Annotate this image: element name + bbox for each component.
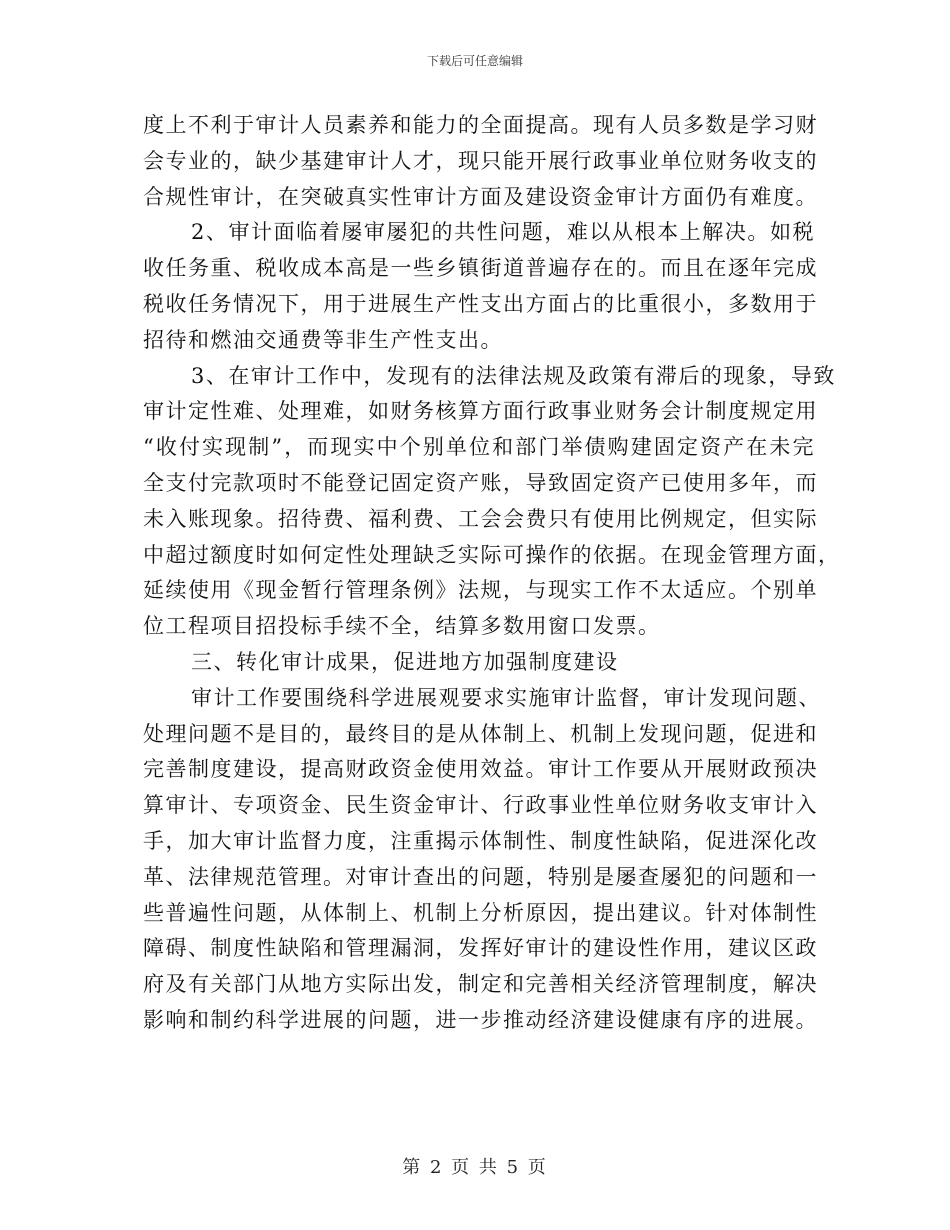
body-line: 会专业的，缺少基建审计人才，现只能开展行政事业单位财务收支的 bbox=[143, 148, 818, 173]
body-line: 完善制度建设，提高财政资金使用效益。审计工作要从开展财政预决 bbox=[143, 757, 818, 782]
body-line: 全支付完款项时不能登记固定资产账，导致固定资产已使用多年，而 bbox=[143, 470, 818, 495]
body-line: 收任务重、税收成本高是一些乡镇街道普遍存在的。而且在逐年完成 bbox=[143, 256, 818, 281]
body-line: 障碍、制度性缺陷和管理漏洞，发挥好审计的建设性作用，建议区政 bbox=[143, 936, 818, 961]
document-body bbox=[143, 108, 841, 1039]
body-line: 手，加大审计监督力度，注重揭示体制性、制度性缺陷，促进深化改 bbox=[143, 828, 818, 853]
body-line: 税收任务情况下，用于进展生产性支出方面占的比重很小，多数用于 bbox=[143, 291, 818, 316]
body-line: 中超过额度时如何定性处理缺乏实际可操作的依据。在现金管理方面， bbox=[143, 542, 841, 567]
body-line: “收付实现制”，而现实中个别单位和部门举债购建固定资产在未完 bbox=[143, 435, 815, 460]
body-line: 2、审计面临着屡审屡犯的共性问题，难以从根本上解决。如税 bbox=[191, 220, 815, 245]
body-line: 算审计、专项资金、民生资金审计、行政事业性单位财务收支审计入 bbox=[143, 793, 818, 818]
body-line: 度上不利于审计人员素养和能力的全面提高。现有人员多数是学习财 bbox=[143, 113, 818, 137]
body-line: 合规性审计，在突破真实性审计方面及建设资金审计方面仍有难度。 bbox=[143, 184, 818, 209]
body-line: 延续使用《现金暂行管理条例》法规，与现实工作不太适应。个别单 bbox=[143, 578, 818, 603]
page-number: 第 2 页 共 5 页 bbox=[402, 1157, 548, 1178]
body-line: 府及有关部门从地方实际出发，制定和完善相关经济管理制度，解决 bbox=[143, 972, 818, 997]
body-line: 革、法律规范管理。对审计查出的问题，特别是屡查屡犯的问题和一 bbox=[143, 864, 818, 889]
body-line: 处理问题不是目的，最终目的是从体制上、机制上发现问题，促进和 bbox=[143, 721, 818, 746]
body-line: 位工程项目招投标手续不全，结算多数用窗口发票。 bbox=[143, 614, 661, 639]
body-line: 审计工作要围绕科学进展观要求实施审计监督，审计发现问题、 bbox=[191, 685, 821, 710]
body-line: 3、在审计工作中，发现有的法律法规及政策有滞后的现象，导致 bbox=[191, 363, 836, 388]
body-line: 招待和燃油交通费等非生产性支出。 bbox=[143, 327, 503, 352]
body-line: 审计定性难、处理难，如财务核算方面行政事业财务会计制度规定用 bbox=[143, 399, 818, 424]
body-line: 未入账现象。招待费、福利费、工会会费只有使用比例规定，但实际 bbox=[143, 506, 818, 531]
section-heading: 三、转化审计成果，促进地方加强制度建设 bbox=[191, 649, 619, 674]
body-line: 影响和制约科学进展的问题，进一步推动经济建设健康有序的进展。 bbox=[143, 1007, 818, 1032]
page-header-note: 下载后可任意编辑 bbox=[426, 54, 523, 68]
body-line: 些普遍性问题，从体制上、机制上分析原因，提出建议。针对体制性 bbox=[143, 900, 818, 925]
